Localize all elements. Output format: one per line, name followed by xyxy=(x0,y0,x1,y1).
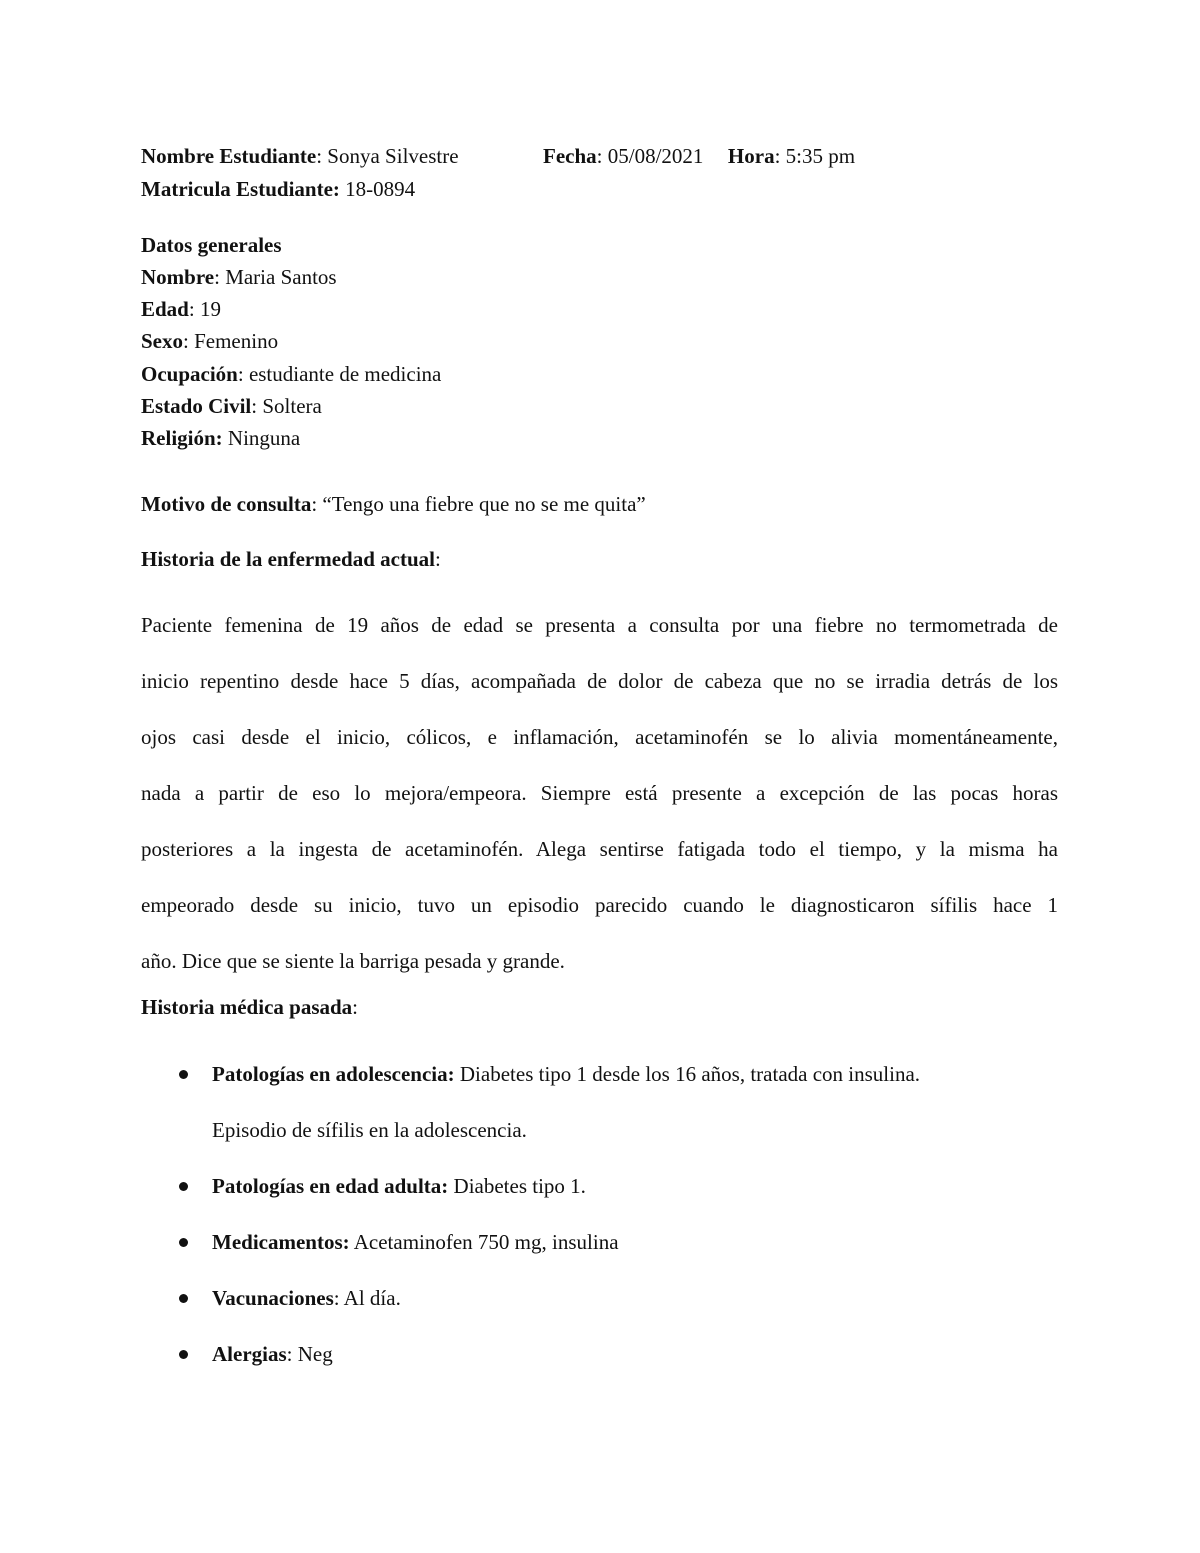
hea-line: empeorado desde su inicio, tuvo un episodio parecido cuando le diagnosticaron sífilis hace 1 xyxy=(141,893,1058,917)
field-label: Ocupación xyxy=(141,362,238,386)
bullet-icon xyxy=(179,1238,188,1247)
hea-line: año. Dice que se siente la barriga pesada y grande. xyxy=(141,949,565,973)
hea-heading-text: Historia de la enfermedad actual xyxy=(141,547,435,571)
field-value: : estudiante de medicina xyxy=(237,362,442,386)
item-value: : Neg xyxy=(286,1342,333,1366)
field-name xyxy=(141,261,337,293)
header-line xyxy=(141,140,459,172)
consult-value: : “Tengo una fiebre que no se me quita” xyxy=(311,492,646,516)
item-label: Patologías en adolescencia: xyxy=(212,1062,455,1086)
enrollment-label: Matricula Estudiante: xyxy=(141,177,340,201)
hea-line: ojos casi desde el inicio, cólicos, e inflamación, acetaminofén se lo alivia momentáneamente, xyxy=(141,725,1058,749)
hea-line: nada a partir de eso lo mejora/empeora. Siempre está presente a excepción de las pocas horas xyxy=(141,781,1058,805)
item-value: : Al día. xyxy=(333,1286,401,1310)
field-age xyxy=(141,293,221,325)
field-label: Edad xyxy=(141,297,189,321)
time-value: : 5:35 pm xyxy=(774,144,856,168)
student-name-value: : Sonya Silvestre xyxy=(316,144,459,168)
enrollment-value: 18-0894 xyxy=(339,177,416,201)
field-label: Religión: xyxy=(141,426,223,450)
hea-heading-suffix: : xyxy=(434,547,441,571)
field-civil-status xyxy=(141,390,322,422)
item-label: Patologías en edad adulta: xyxy=(212,1174,449,1198)
field-occupation xyxy=(141,358,441,390)
bullet-icon xyxy=(179,1182,188,1191)
field-value: Ninguna xyxy=(222,426,301,450)
hea-line: posteriores a la ingesta de acetaminofén. Alega sentirse fatigada todo el tiempo, y la misma ha xyxy=(141,837,1058,861)
field-value: : Soltera xyxy=(251,394,322,418)
date-field xyxy=(543,140,855,172)
date-label: Fecha xyxy=(543,144,597,168)
field-label: Nombre xyxy=(141,265,215,289)
student-name-label: Nombre Estudiante xyxy=(141,144,317,168)
field-label: Estado Civil xyxy=(141,394,252,418)
enrollment-line xyxy=(141,173,415,205)
item-label: Medicamentos: xyxy=(212,1230,350,1254)
item-value: Acetaminofen 750 mg, insulina xyxy=(349,1230,619,1254)
list-item xyxy=(141,1158,1101,1214)
date-value: : 05/08/2021 xyxy=(596,144,704,168)
general-heading: Datos generales xyxy=(141,233,282,257)
hea-paragraph xyxy=(141,597,1058,989)
item-label: Vacunaciones xyxy=(212,1286,334,1310)
list-item xyxy=(141,1326,1101,1382)
item-value: Diabetes tipo 1 desde los 16 años, tratada con insulina. xyxy=(454,1062,921,1086)
list-item xyxy=(141,1046,1101,1102)
consult-label: Motivo de consulta xyxy=(141,492,312,516)
past-heading-suffix: : xyxy=(352,995,359,1019)
list-item-continuation: Episodio de sífilis en la adolescencia. xyxy=(212,1118,527,1142)
bullet-icon xyxy=(179,1350,188,1359)
item-label: Alergias xyxy=(212,1342,287,1366)
field-value: : Maria Santos xyxy=(214,265,337,289)
bullet-icon xyxy=(179,1070,188,1079)
hea-line: Paciente femenina de 19 años de edad se presenta a consulta por una fiebre no termometrada de xyxy=(141,613,1058,637)
field-value: : 19 xyxy=(188,297,221,321)
list-item xyxy=(141,1270,1101,1326)
hea-heading xyxy=(141,543,441,575)
bullet-icon xyxy=(179,1294,188,1303)
item-value: Diabetes tipo 1. xyxy=(448,1174,586,1198)
field-sex xyxy=(141,325,278,357)
field-value: : Femenino xyxy=(183,329,279,353)
time-label: Hora xyxy=(727,144,775,168)
hea-line: inicio repentino desde hace 5 días, acompañada de dolor de cabeza que no se irradia detrás de los xyxy=(141,669,1058,693)
field-religion xyxy=(141,422,300,454)
consult-reason xyxy=(141,488,646,520)
past-history-heading xyxy=(141,991,358,1023)
past-history-list xyxy=(141,1046,1101,1382)
field-label: Sexo xyxy=(141,329,183,353)
past-heading-text: Historia médica pasada xyxy=(141,995,353,1019)
list-item xyxy=(141,1214,1101,1270)
